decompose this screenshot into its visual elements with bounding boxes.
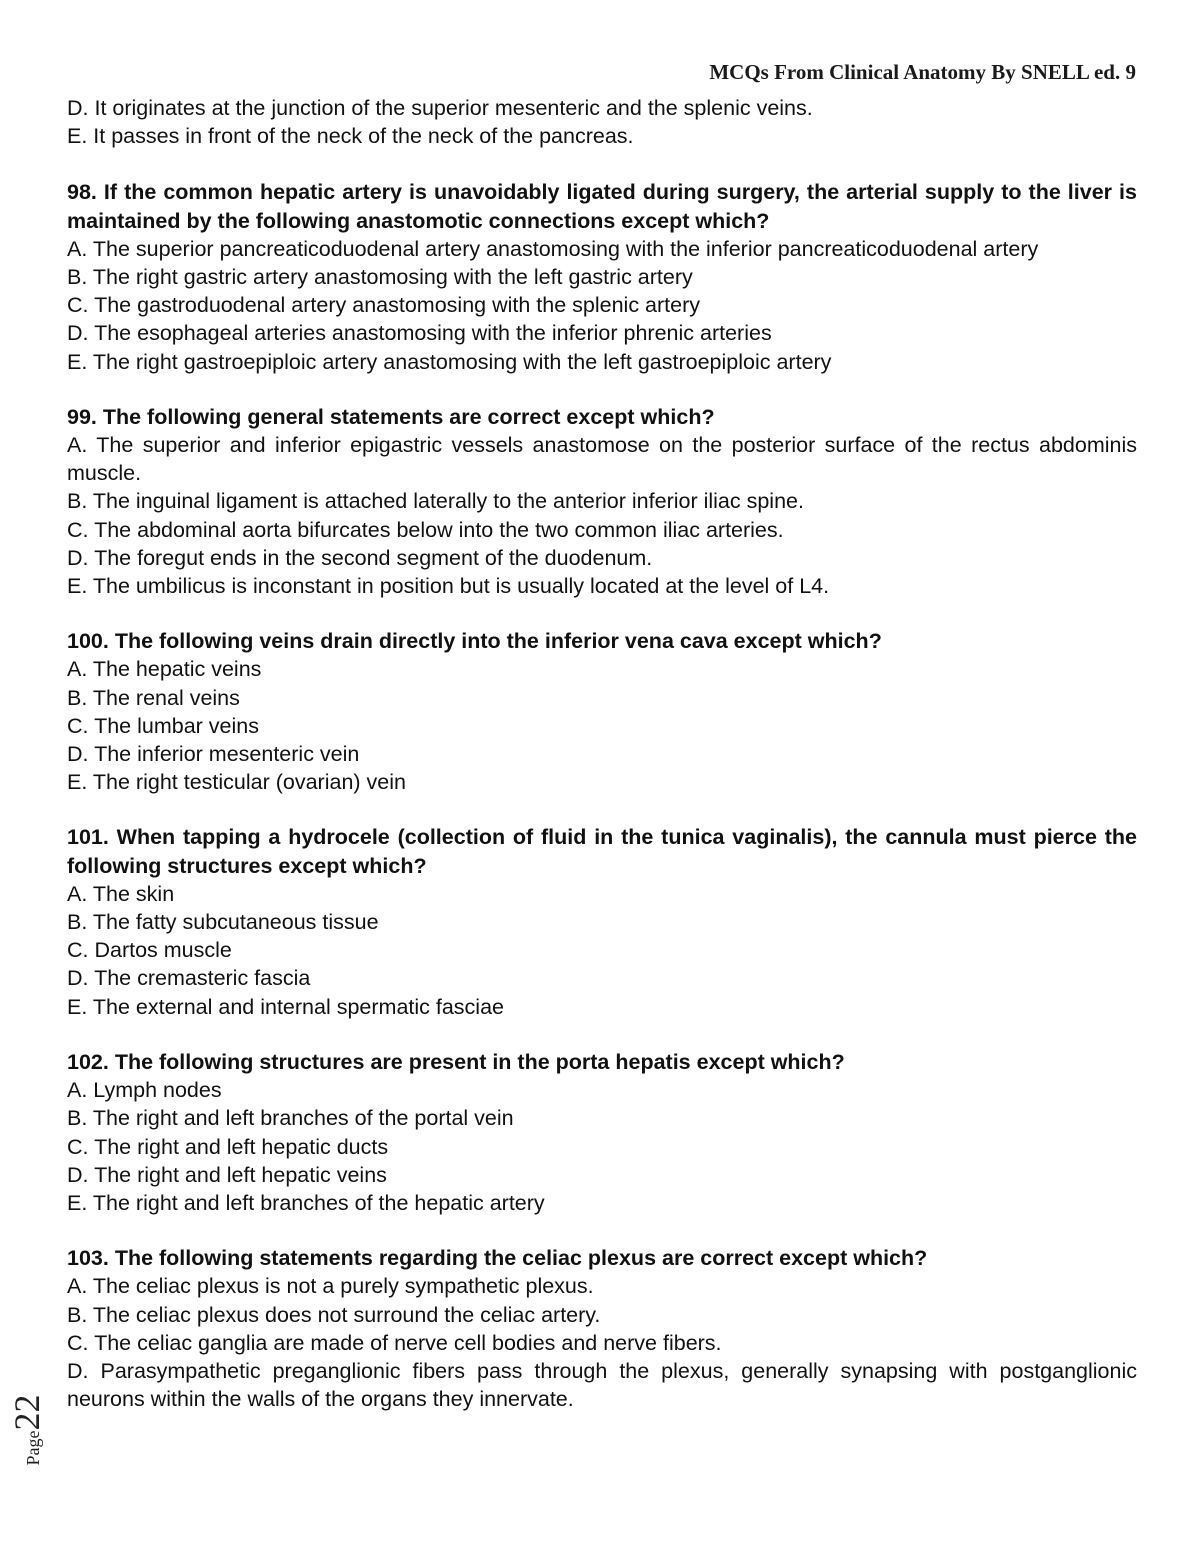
running-header: MCQs From Clinical Anatomy By SNELL ed. 9 (709, 60, 1136, 84)
option: D. It originates at the junction of the superior mesenteric and the splenic veins. (67, 96, 813, 120)
document-body (67, 94, 1137, 1440)
option-c: C. The abdominal aorta bifurcates below into the two common iliac arteries. (67, 517, 784, 542)
question-stem: 100. The following veins drain directly into the inferior vena cava except which? (67, 629, 882, 654)
option-e: E. The right and left branches of the hepatic artery (67, 1190, 545, 1215)
option-d: D. Parasympathetic preganglionic fibers pass through the plexus, generally synapsing with postganglionic neurons within the walls of the organs they innervate. (67, 1358, 1137, 1412)
page-label: Page (23, 1430, 43, 1466)
option-b: B. The renal veins (67, 685, 240, 710)
option-a: A. Lymph nodes (67, 1078, 222, 1103)
option-d: D. The inferior mesenteric vein (67, 742, 360, 767)
option-c: C. The celiac ganglia are made of nerve cell bodies and nerve fibers. (67, 1330, 722, 1355)
option-a: A. The superior pancreaticoduodenal artery anastomosing with the inferior pancreaticoduodenal artery (67, 236, 1039, 261)
option-a: A. The superior and inferior epigastric vessels anastomose on the posterior surface of the rectus abdominis muscle. (67, 433, 1137, 486)
question-stem: 98. If the common hepatic artery is unavoidably ligated during surgery, the arterial supply to the liver is maintained by the following anastomotic connections except which? (67, 180, 1137, 233)
page-number (4, 1380, 50, 1480)
continued-options (67, 94, 1137, 150)
question-stem: 103. The following statements regarding the celiac plexus are correct except which? (67, 1246, 928, 1271)
option-b: B. The right gastric artery anastomosing with the left gastric artery (67, 265, 693, 290)
question-stem: 101. When tapping a hydrocele (collection of fluid in the tunica vaginalis), the cannula must pierce the following structures except which? (67, 825, 1137, 878)
option-e: E. The right gastroepiploic artery anastomosing with the left gastroepiploic artery (67, 349, 832, 374)
option-d: D. The esophageal arteries anastomosing with the inferior phrenic arteries (67, 321, 772, 346)
option-d: D. The cremasteric fascia (67, 966, 311, 991)
question-103 (67, 1244, 1137, 1413)
page-number-value: 22 (7, 1394, 47, 1431)
option-d: D. The foregut ends in the second segment of the duodenum. (67, 545, 653, 570)
option-a: A. The hepatic veins (67, 657, 262, 682)
option-c: C. The right and left hepatic ducts (67, 1134, 389, 1159)
option-b: B. The right and left branches of the portal vein (67, 1106, 514, 1131)
option-a: A. The skin (67, 881, 175, 906)
question-102 (67, 1048, 1137, 1217)
option-e: E. The external and internal spermatic fasciae (67, 994, 505, 1019)
question-stem: 102. The following structures are present in the porta hepatis except which? (67, 1049, 845, 1074)
option-e: E. The umbilicus is inconstant in position but is usually located at the level of L4. (67, 574, 830, 599)
option: E. It passes in front of the neck of the neck of the pancreas. (67, 124, 634, 149)
option-c: C. The lumbar veins (67, 713, 259, 738)
question-98 (67, 178, 1137, 375)
option-e: E. The right testicular (ovarian) vein (67, 770, 406, 795)
option-a: A. The celiac plexus is not a purely sympathetic plexus. (67, 1274, 594, 1299)
option-d: D. The right and left hepatic veins (67, 1162, 387, 1187)
option-b: B. The celiac plexus does not surround the celiac artery. (67, 1302, 601, 1327)
question-stem: 99. The following general statements are correct except which? (67, 404, 715, 429)
option-b: B. The inguinal ligament is attached laterally to the anterior inferior iliac spine. (67, 489, 804, 514)
question-99 (67, 403, 1137, 600)
option-c: C. The gastroduodenal artery anastomosing with the splenic artery (67, 293, 701, 318)
option-b: B. The fatty subcutaneous tissue (67, 910, 379, 935)
question-101 (67, 823, 1137, 1020)
option-c: C. Dartos muscle (67, 938, 232, 963)
question-100 (67, 627, 1137, 796)
